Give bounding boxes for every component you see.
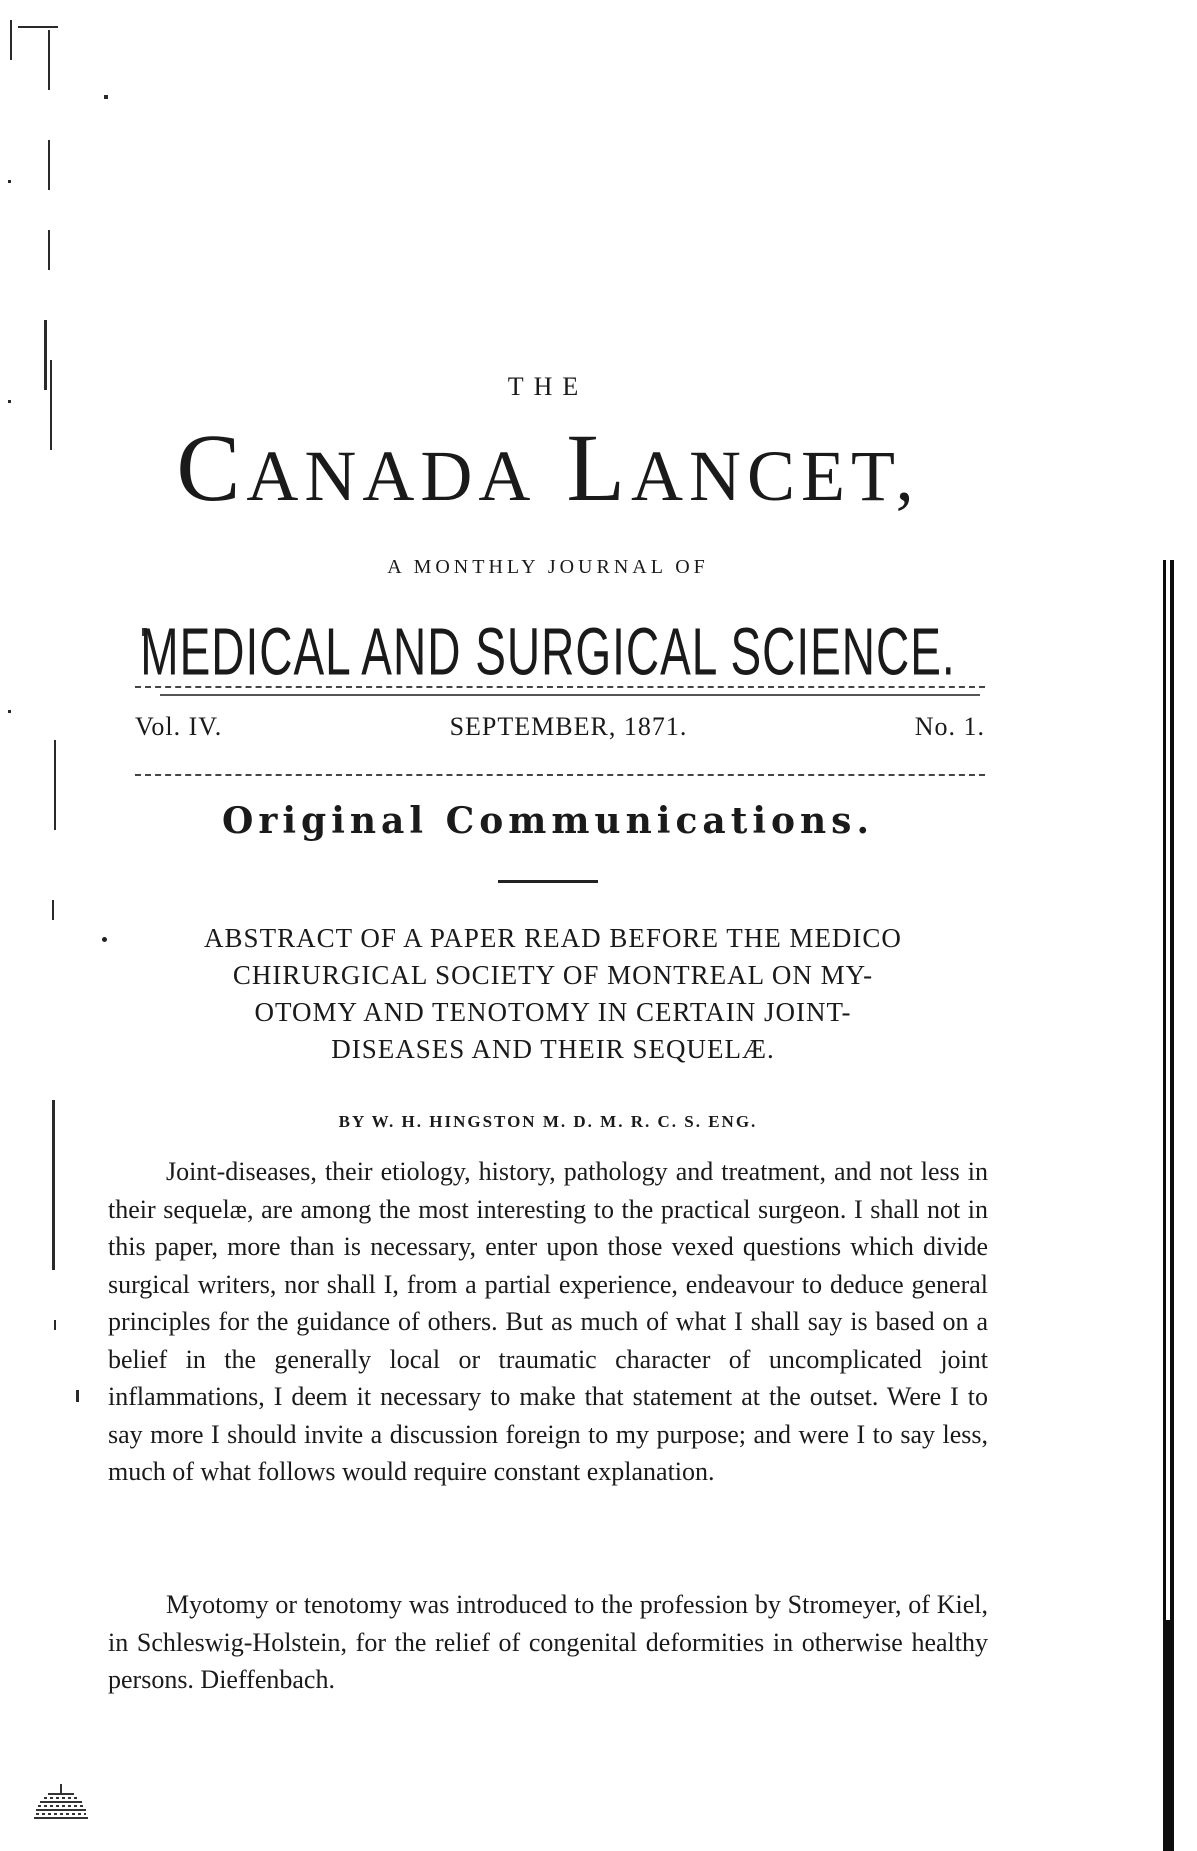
title-initial-c: C [176,414,247,521]
title-word-lancet-rest: ANCET, [631,436,920,516]
masthead-rule-bottom [135,774,985,776]
library-stamp-icon [30,1780,92,1825]
journal-subtitle: A MONTHLY JOURNAL OF [387,556,709,578]
masthead-the: THE [507,372,589,401]
article-body-2 [108,1586,988,1699]
section-heading: Original Communications. [222,800,874,842]
title-word-canada-rest: ANADA [246,436,537,516]
body-paragraph: Joint-diseases, their etiology, history, pathology and treatment, and not less in their sequelæ, are among the most interesting to the practical surgeon. I shall not in this paper, more than is necessary, enter upon those vexed questions which divide surgical writers, nor shall I, from a partial experience, endeavour to deduce general principles for the guidance of others. But as much of what I shall say is based on a belief in the generally local or traumatic character of uncomplicated joint inflammations, I deem it necessary to make that statement at the outset. Were I to say more I should invite a discussion foreign to my purpose; and were I to say less, much of what follows would require constant explanation. [108,1157,988,1486]
article-title-line: ABSTRACT OF A PAPER READ BEFORE THE MEDICO [204,923,902,953]
article-title-line: DISEASES AND THEIR SEQUELÆ. [331,1034,775,1064]
issue-info-row [135,712,985,742]
issue-number: No. 1. [914,712,985,741]
article-title-line: OTOMY AND TENOTOMY IN CERTAIN JOINT- [254,997,852,1027]
issue-date: SEPTEMBER, 1871. [449,712,688,741]
body-paragraph: Myotomy or tenotomy was introduced to the profession by Stromeyer, of Kiel, in Schleswig-Holstein, for the relief of congenital deformities in otherwise healthy persons. Dieffenbach. [108,1590,988,1694]
article-title-line: CHIRURGICAL SOCIETY OF MONTREAL ON MY- [232,960,874,990]
article-byline: BY W. H. HINGSTON M. D. M. R. C. S. ENG. [338,1112,758,1131]
journal-subject: MEDICAL AND SURGICAL SCIENCE. [140,613,956,689]
journal-title [108,414,988,521]
masthead-rule-top [135,686,985,688]
article-body-1 [108,1153,988,1491]
title-initial-l: L [566,414,631,521]
article-title [108,920,998,1068]
section-divider [498,880,598,883]
issue-volume: Vol. IV. [135,712,223,741]
masthead-rule-top-inner [160,694,980,696]
scan-right-gap [1166,560,1170,1620]
scan-speck [102,937,107,942]
scan-binding-edge [4,20,64,1840]
